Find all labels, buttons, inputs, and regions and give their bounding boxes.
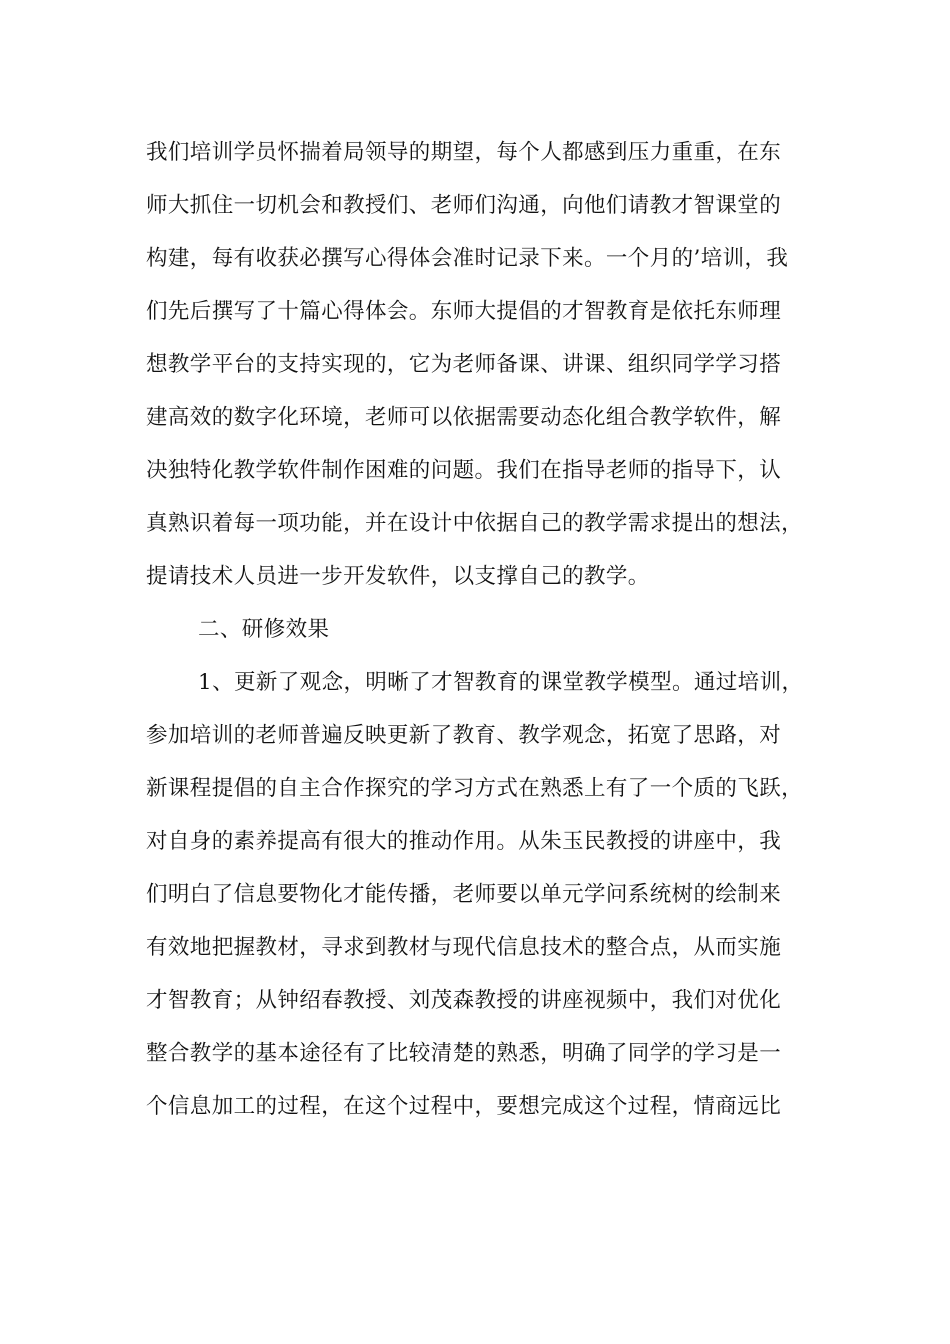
text-line: 1、更新了观念，明晰了才智教育的课堂教学模型。通过培训， <box>198 670 804 695</box>
text-line: 建高效的数字化环境，老师可以依据需要动态化组合教学软件，解 <box>146 405 782 430</box>
text-line: 们明白了信息要物化才能传播，老师要以单元学问系统树的绘制来 <box>146 882 782 907</box>
text-line: 参加培训的老师普遍反映更新了教育、教学观念，拓宽了思路，对 <box>146 723 782 748</box>
text-line: 个信息加工的过程，在这个过程中，要想完成这个过程，情商远比 <box>146 1094 782 1119</box>
text-line: 才智教育；从钟绍春教授、刘茂森教授的讲座视频中，我们对优化 <box>146 988 782 1013</box>
section-heading: 二、研修效果 <box>198 617 330 642</box>
text-line: 师大抓住一切机会和教授们、老师们沟通，向他们请教才智课堂的 <box>146 193 782 218</box>
text-line: 构建，每有收获必撰写心得体会准时记录下来。一个月的’培训，我 <box>146 246 789 271</box>
text-line: 整合教学的基本途径有了比较清楚的熟悉，明确了同学的学习是一 <box>146 1041 782 1066</box>
text-line: 有效地把握教材，寻求到教材与现代信息技术的整合点，从而实施 <box>146 935 782 960</box>
text-line: 对自身的素养提高有很大的推动作用。从朱玉民教授的讲座中，我 <box>146 829 782 854</box>
text-line: 想教学平台的支持实现的，它为老师备课、讲课、组织同学学习搭 <box>146 352 782 377</box>
text-line: 决独特化教学软件制作困难的问题。我们在指导老师的指导下，认 <box>146 458 782 483</box>
text-line: 真熟识着每一项功能，并在设计中依据自己的教学需求提出的想法， <box>146 511 804 536</box>
text-line: 们先后撰写了十篇心得体会。东师大提倡的才智教育是依托东师理 <box>146 299 782 324</box>
text-line: 我们培训学员怀揣着局领导的期望，每个人都感到压力重重，在东 <box>146 140 782 165</box>
text-line: 新课程提倡的自主合作探究的学习方式在熟悉上有了一个质的飞跃， <box>146 776 804 801</box>
text-line: 提请技术人员进一步开发软件，以支撑自己的教学。 <box>146 564 650 589</box>
